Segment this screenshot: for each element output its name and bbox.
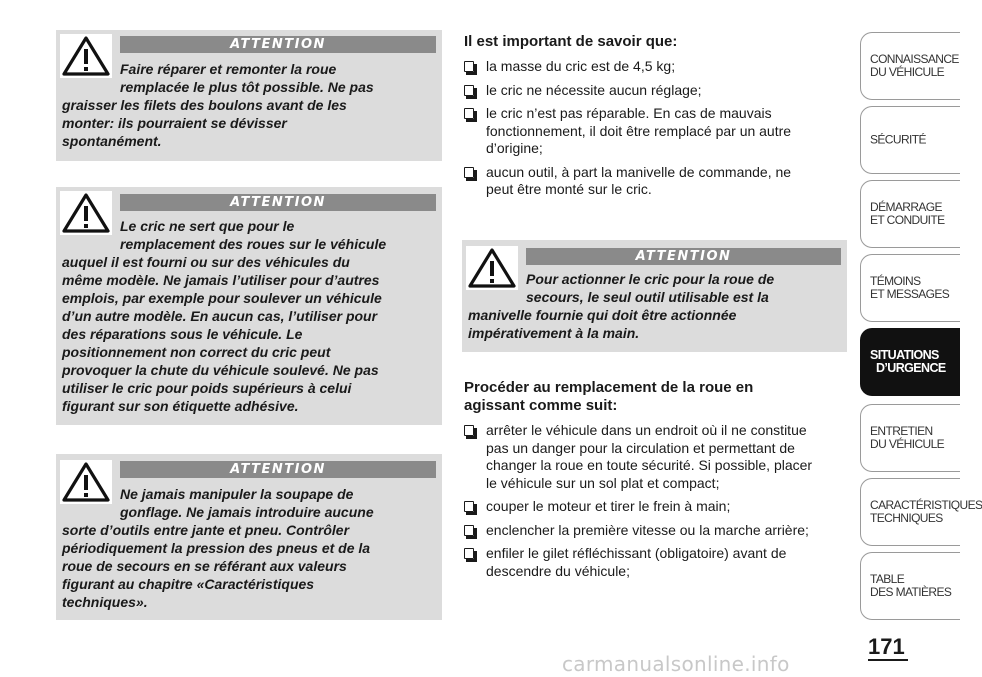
list-item: la masse du cric est de 4,5 kg;: [464, 58, 791, 76]
warning-text: Faire réparer et remonter la roue remplacée le plus tôt possible. Ne pas graisser les filets des boulons avant de les monter: ils pourraient se dévisser spontanément.: [62, 61, 374, 149]
warning-box-4: [462, 240, 847, 352]
warning-text: Pour actionner le cric pour la roue de secours, le seul outil utilisable est la manivelle fournie qui doit être actionnée impérativement à la main.: [468, 271, 775, 341]
list-item: arrêter le véhicule dans un endroit où il ne constitue pas un danger pour la circulation et permettant de changer la roue en toute sécurité. Si possible, placer le véhicule sur un sol plat et compact;: [464, 422, 812, 492]
list-item: enfiler le gilet réfléchissant (obligatoire) avant de descendre du véhicule;: [464, 545, 812, 580]
checkbox-bullet-icon: [464, 108, 474, 119]
tab-securite[interactable]: SÉCURITÉ: [860, 106, 960, 174]
section-heading-procedure: Procéder au remplacement de la roue en agissant comme suit:: [464, 379, 754, 414]
section-heading-important: Il est important de savoir que:: [464, 33, 678, 50]
list-item: aucun outil, à part la manivelle de commande, ne peut être monté sur le cric.: [464, 164, 791, 199]
warning-box-2: [56, 187, 442, 425]
watermark: carmanualsonline.info: [562, 652, 790, 676]
important-list: [464, 58, 791, 205]
tab-entretien-vehicule[interactable]: ENTRETIEN DU VÉHICULE: [860, 404, 960, 472]
checkbox-bullet-icon: [464, 167, 474, 178]
checkbox-bullet-icon: [464, 425, 474, 436]
checkbox-bullet-icon: [464, 85, 474, 96]
checkbox-bullet-icon: [464, 61, 474, 72]
procedure-list: [464, 422, 812, 586]
list-item: couper le moteur et tirer le frein à main;: [464, 498, 812, 516]
list-item: enclencher la première vitesse ou la marche arrière;: [464, 522, 812, 540]
warning-title: ATTENTION: [120, 194, 436, 211]
tab-demarrage-conduite[interactable]: DÉMARRAGE ET CONDUITE: [860, 180, 960, 248]
warning-title: ATTENTION: [120, 461, 436, 478]
checkbox-bullet-icon: [464, 525, 474, 536]
warning-title: ATTENTION: [120, 36, 436, 53]
list-item: le cric ne nécessite aucun réglage;: [464, 82, 791, 100]
tab-table-matieres[interactable]: TABLE DES MATIÈRES: [860, 552, 960, 620]
checkbox-bullet-icon: [464, 548, 474, 559]
list-item: le cric n’est pas réparable. En cas de mauvais fonctionnement, il doit être remplacé par un autre d’origine;: [464, 105, 791, 158]
warning-text: Ne jamais manipuler la soupape de gonflage. Ne jamais introduire aucune sorte d’outils entre jante et pneu. Contrôler périodiquement la pression des pneus et de la roue de secours en se référant aux valeurs figurant au chapitre «Caractéristiques techniques».: [62, 486, 374, 610]
warning-text: Le cric ne sert que pour le remplacement des roues sur le véhicule auquel il est fourni ou sur des véhicules du même modèle. Ne jamais l’utiliser pour d’autres emplois, par exemple pour soulever un véhicule d’un autre modèle. En aucun cas, l’utiliser pour des réparations sous le véhicule. Le positionnement non correct du cric peut provoquer la chute du véhicule soulevé. Ne pas utiliser le cric pour poids supérieurs à celui figurant sur son étiquette adhésive.: [62, 218, 387, 414]
tab-situations-urgence[interactable]: SITUATIONS D’URGENCE: [860, 328, 960, 396]
tab-temoins-messages[interactable]: TÉMOINS ET MESSAGES: [860, 254, 960, 322]
warning-title: ATTENTION: [526, 248, 841, 265]
checkbox-bullet-icon: [464, 501, 474, 512]
warning-box-3: [56, 454, 442, 620]
page-number: 171: [868, 634, 905, 659]
tab-caracteristiques-techniques[interactable]: CARACTÉRISTIQUES TECHNIQUES: [860, 478, 960, 546]
tab-connaissance-vehicule[interactable]: CONNAISSANCE DU VÉHICULE: [860, 32, 960, 100]
page-number-underline: [868, 659, 908, 661]
warning-box-1: [56, 30, 442, 161]
